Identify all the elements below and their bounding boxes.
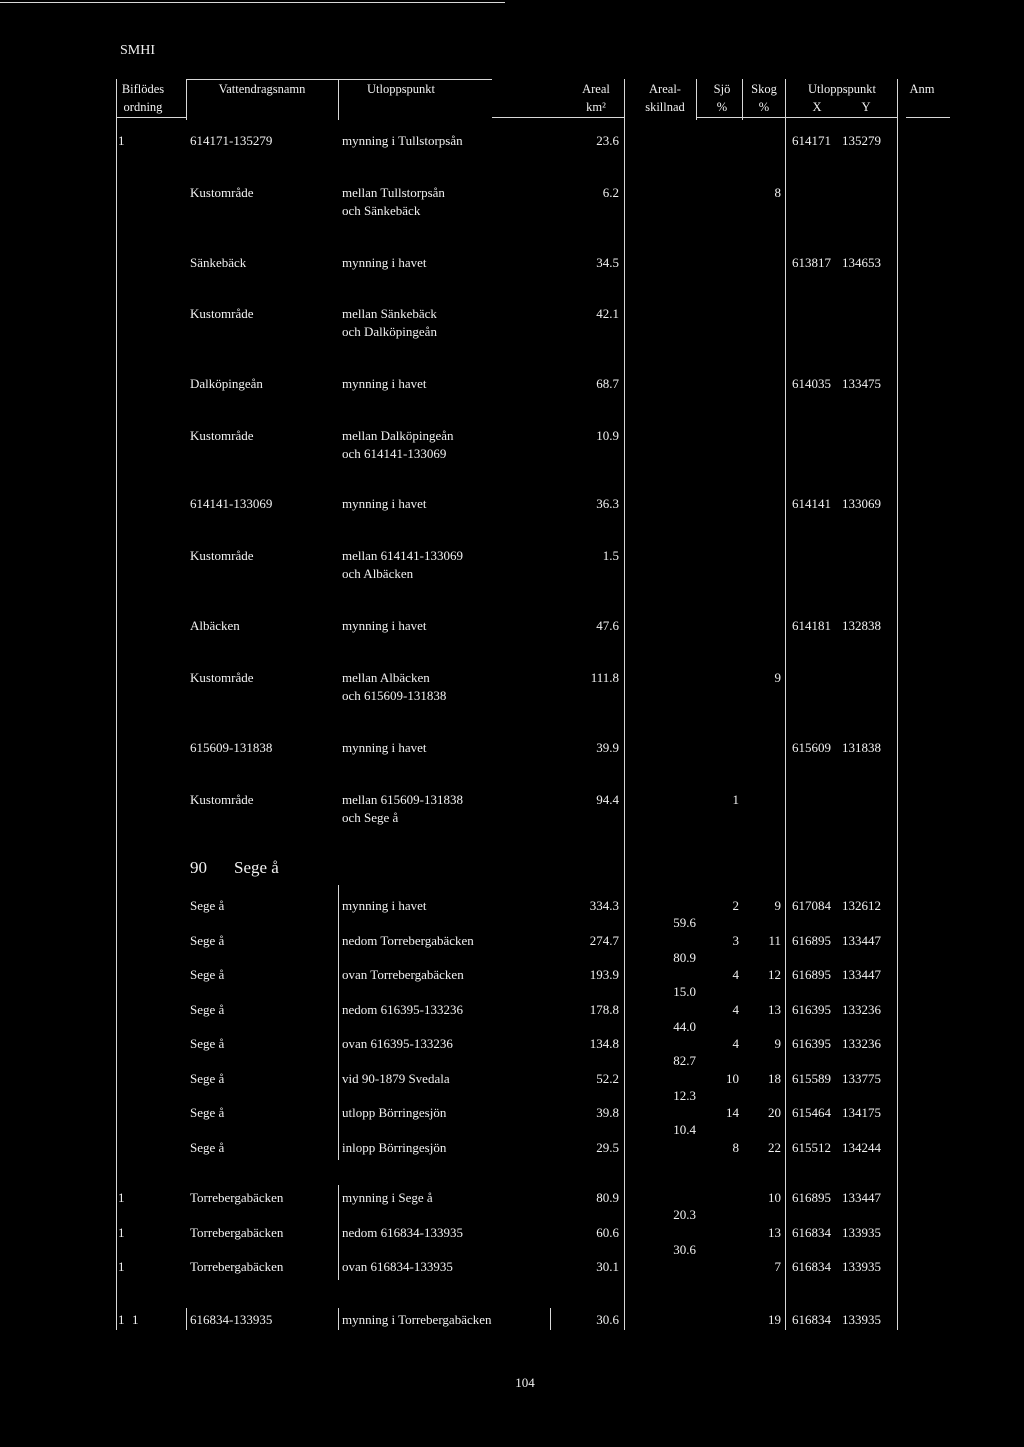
utlopp-cell: utlopp Börringesjön bbox=[342, 1105, 447, 1120]
header-arealskillnad: Areal- bbox=[649, 82, 681, 96]
ordning-cell-2: 1 bbox=[132, 1312, 139, 1327]
areal-cell: 36.3 bbox=[596, 496, 619, 511]
column-rule bbox=[186, 79, 187, 120]
ordning-cell: 1 bbox=[118, 1190, 125, 1205]
x-cell: 617084 bbox=[792, 898, 831, 913]
areal-cell: 111.8 bbox=[590, 670, 619, 685]
areal-cell: 334.3 bbox=[589, 898, 619, 913]
header-rule bbox=[116, 117, 186, 118]
utlopp-cell: ovan 616834-133935 bbox=[342, 1259, 453, 1274]
y-cell: 134653 bbox=[842, 255, 881, 270]
column-rule bbox=[742, 79, 743, 120]
x-cell: 613817 bbox=[792, 255, 831, 270]
arealskillnad-cell: 44.0 bbox=[673, 1018, 696, 1034]
arealskillnad-cell: 30.6 bbox=[673, 1241, 696, 1257]
utlopp-cell: mellan Albäcken bbox=[342, 670, 430, 685]
vattendrag-cell: Kustområde bbox=[190, 792, 254, 807]
sjo-cell: 4 bbox=[732, 1036, 739, 1051]
skog-cell: 22 bbox=[768, 1140, 781, 1155]
column-rule bbox=[897, 79, 898, 1330]
header-rule bbox=[696, 117, 742, 118]
x-cell: 616895 bbox=[792, 1190, 831, 1205]
vattendrag-cell: Torrebergabäcken bbox=[190, 1190, 284, 1205]
header-rule bbox=[338, 79, 492, 80]
vattendrag-cell: Torrebergabäcken bbox=[190, 1259, 284, 1274]
sjo-cell: 14 bbox=[726, 1105, 739, 1120]
utlopp-cell: mellan 614141-133069 bbox=[342, 548, 463, 563]
vattendrag-cell: Sege å bbox=[190, 1071, 225, 1086]
areal-cell: 52.2 bbox=[596, 1071, 619, 1086]
arealskillnad-cell: 15.0 bbox=[673, 984, 696, 999]
column-rule bbox=[696, 79, 697, 120]
x-cell: 616395 bbox=[792, 1036, 831, 1051]
column-rule bbox=[116, 79, 117, 1330]
vattendrag-cell: Albäcken bbox=[190, 618, 240, 633]
sjo-cell: 4 bbox=[732, 967, 739, 982]
utlopp-cell: mynning i Sege å bbox=[342, 1190, 433, 1205]
areal-cell: 274.7 bbox=[589, 933, 619, 948]
x-cell: 615589 bbox=[792, 1071, 831, 1086]
ordning-cell: 1 bbox=[118, 1225, 125, 1240]
org-label: SMHI bbox=[120, 43, 156, 58]
utlopp-cell-2: och 615609-131838 bbox=[342, 688, 447, 703]
header-y: Y bbox=[861, 100, 871, 114]
utlopp-cell: nedom Torrebergabäcken bbox=[342, 933, 474, 948]
areal-cell: 1.5 bbox=[602, 548, 619, 563]
column-rule bbox=[785, 79, 786, 1330]
y-cell: 132838 bbox=[842, 618, 881, 633]
utlopp-cell: nedom 616395-133236 bbox=[342, 1002, 463, 1017]
utlopp-cell-2: och 614141-133069 bbox=[342, 446, 447, 461]
utlopp-cell: mellan Sänkebäck bbox=[342, 306, 437, 321]
areal-cell: 134.8 bbox=[589, 1036, 619, 1051]
vattendrag-cell: Sänkebäck bbox=[190, 255, 247, 270]
areal-cell: 6.2 bbox=[602, 185, 619, 200]
utlopp-cell: mellan Dalköpingeån bbox=[342, 428, 454, 443]
skog-cell: 12 bbox=[768, 967, 781, 982]
utlopp-cell: mynning i havet bbox=[342, 255, 427, 270]
header-rule bbox=[742, 117, 785, 118]
header-rule bbox=[186, 79, 338, 80]
vattendrag-cell: 616834-133935 bbox=[190, 1312, 273, 1327]
sjo-cell: 3 bbox=[732, 933, 739, 948]
header-skog: Skog bbox=[751, 82, 777, 96]
header-rule bbox=[906, 117, 950, 118]
arealskillnad-cell: 82.7 bbox=[673, 1053, 696, 1068]
header-sjo-pct: % bbox=[716, 100, 728, 114]
arealskillnad-cell: 10.4 bbox=[673, 1122, 696, 1137]
header-utlopp: Utloppspunkt bbox=[366, 82, 436, 96]
y-cell: 134244 bbox=[842, 1140, 881, 1155]
column-rule bbox=[338, 1308, 339, 1330]
y-cell: 133775 bbox=[842, 1071, 881, 1086]
arealskillnad-cell: 20.3 bbox=[673, 1207, 696, 1222]
utlopp-cell: mynning i havet bbox=[342, 376, 427, 391]
y-cell: 132612 bbox=[842, 898, 881, 913]
areal-cell: 23.6 bbox=[596, 133, 619, 148]
skog-cell: 11 bbox=[768, 933, 781, 948]
areal-cell: 29.5 bbox=[596, 1140, 619, 1155]
vattendrag-cell: Kustområde bbox=[190, 548, 254, 563]
page-number: 104 bbox=[515, 1375, 535, 1390]
utlopp-cell: mellan 615609-131838 bbox=[342, 792, 463, 807]
header-anm: Anm bbox=[909, 82, 935, 96]
utlopp-cell-2: och Sege å bbox=[342, 810, 399, 825]
areal-cell: 42.1 bbox=[596, 306, 619, 321]
areal-cell: 94.4 bbox=[596, 792, 619, 807]
y-cell: 131838 bbox=[842, 740, 881, 755]
utlopp-cell: ovan Torrebergabäcken bbox=[342, 967, 464, 982]
utlopp-cell: mynning i havet bbox=[342, 898, 427, 913]
header-skog-pct: % bbox=[758, 100, 770, 114]
utlopp-cell-2: och Sänkebäck bbox=[342, 203, 421, 218]
header-rule bbox=[785, 117, 897, 118]
y-cell: 133447 bbox=[842, 933, 881, 948]
skog-cell: 13 bbox=[768, 1002, 781, 1017]
areal-cell: 60.6 bbox=[596, 1225, 619, 1240]
vattendrag-cell: Sege å bbox=[190, 1105, 225, 1120]
x-cell: 616895 bbox=[792, 967, 831, 982]
y-cell: 133236 bbox=[842, 1002, 881, 1017]
vattendrag-cell: 614141-133069 bbox=[190, 496, 273, 511]
header-rule bbox=[0, 2, 505, 3]
x-cell: 615464 bbox=[792, 1105, 831, 1120]
y-cell: 133935 bbox=[842, 1225, 881, 1240]
ordning-cell: 1 bbox=[118, 1312, 125, 1327]
utlopp-cell: mynning i havet bbox=[342, 496, 427, 511]
vattendrag-cell: Sege å bbox=[190, 967, 225, 982]
skog-cell: 13 bbox=[768, 1225, 781, 1240]
skog-cell: 10 bbox=[768, 1190, 781, 1205]
vattendrag-cell: 614171-135279 bbox=[190, 133, 273, 148]
arealskillnad-cell: 12.3 bbox=[673, 1087, 696, 1103]
header-biflodes: Biflödes bbox=[121, 82, 165, 96]
y-cell: 133935 bbox=[842, 1312, 881, 1327]
sjo-cell: 10 bbox=[726, 1071, 739, 1086]
x-cell: 615609 bbox=[792, 740, 831, 755]
vattendrag-cell: Sege å bbox=[190, 898, 225, 913]
areal-cell: 178.8 bbox=[589, 1002, 619, 1017]
areal-cell: 39.8 bbox=[596, 1105, 619, 1120]
section-title: Sege å bbox=[234, 858, 279, 877]
x-cell: 615512 bbox=[792, 1140, 831, 1155]
header-skillnad: skillnad bbox=[645, 100, 685, 114]
utlopp-cell: mynning i Torrebergabäcken bbox=[342, 1312, 492, 1327]
y-cell: 133447 bbox=[842, 1190, 881, 1205]
utlopp-cell: ovan 616395-133236 bbox=[342, 1036, 453, 1051]
sjo-cell: 8 bbox=[732, 1140, 739, 1155]
header-areal: Areal bbox=[582, 82, 610, 96]
vattendrag-cell: Kustområde bbox=[190, 670, 254, 685]
header-vattendrag: Vattendragsnamn bbox=[218, 82, 306, 96]
x-cell: 614035 bbox=[792, 376, 831, 391]
ordning-cell: 1 bbox=[118, 1259, 125, 1274]
skog-cell: 8 bbox=[774, 185, 781, 200]
utlopp-cell: nedom 616834-133935 bbox=[342, 1225, 463, 1240]
sjo-cell: 2 bbox=[732, 898, 739, 913]
x-cell: 616895 bbox=[792, 933, 831, 948]
areal-cell: 30.1 bbox=[596, 1259, 619, 1274]
utlopp-cell-2: och Dalköpingeån bbox=[342, 324, 437, 339]
arealskillnad-cell: 59.6 bbox=[673, 915, 696, 930]
utlopp-cell: vid 90-1879 Svedala bbox=[342, 1071, 450, 1086]
y-cell: 135279 bbox=[842, 133, 881, 148]
areal-cell: 30.6 bbox=[596, 1312, 619, 1327]
y-cell: 133069 bbox=[842, 496, 881, 511]
section-number: 90 bbox=[190, 858, 207, 877]
y-cell: 133475 bbox=[842, 376, 881, 391]
x-cell: 616834 bbox=[792, 1312, 831, 1327]
vattendrag-cell: Dalköpingeån bbox=[190, 376, 263, 391]
column-rule bbox=[338, 1185, 339, 1280]
areal-cell: 34.5 bbox=[596, 255, 619, 270]
x-cell: 616834 bbox=[792, 1259, 831, 1274]
vattendrag-cell: 615609-131838 bbox=[190, 740, 273, 755]
header-km2: km² bbox=[586, 100, 606, 114]
skog-cell: 19 bbox=[768, 1312, 781, 1327]
x-cell: 616395 bbox=[792, 1002, 831, 1017]
areal-cell: 68.7 bbox=[596, 376, 619, 391]
y-cell: 133236 bbox=[842, 1036, 881, 1051]
vattendrag-cell: Sege å bbox=[190, 1140, 225, 1155]
header-x: X bbox=[812, 100, 822, 114]
skog-cell: 20 bbox=[768, 1105, 781, 1120]
skog-cell: 9 bbox=[774, 898, 781, 913]
areal-cell: 193.9 bbox=[589, 967, 619, 982]
x-cell: 614171 bbox=[792, 133, 831, 148]
column-rule bbox=[338, 79, 339, 120]
column-rule bbox=[338, 885, 339, 1160]
skog-cell: 18 bbox=[768, 1071, 781, 1086]
utlopp-cell-2: och Albäcken bbox=[342, 566, 414, 581]
utlopp-cell: mynning i havet bbox=[342, 618, 427, 633]
vattendrag-cell: Sege å bbox=[190, 933, 225, 948]
header-utloppspunkt: Utloppspunkt bbox=[807, 82, 877, 96]
utlopp-cell: mynning i Tullstorpsån bbox=[342, 133, 463, 148]
y-cell: 134175 bbox=[842, 1105, 881, 1120]
vattendrag-cell: Kustområde bbox=[190, 185, 254, 200]
arealskillnad-cell: 80.9 bbox=[673, 949, 696, 965]
x-cell: 614181 bbox=[792, 618, 831, 633]
y-cell: 133935 bbox=[842, 1259, 881, 1274]
header-sjo: Sjö bbox=[713, 82, 731, 96]
vattendrag-cell: Kustområde bbox=[190, 306, 254, 321]
skog-cell: 9 bbox=[774, 670, 781, 685]
y-cell: 133447 bbox=[842, 967, 881, 982]
sjo-cell: 1 bbox=[732, 792, 739, 807]
header-ordning: ordning bbox=[123, 100, 163, 114]
areal-cell: 47.6 bbox=[596, 618, 619, 633]
x-cell: 614141 bbox=[792, 496, 831, 511]
areal-cell: 10.9 bbox=[596, 428, 619, 443]
areal-cell: 39.9 bbox=[596, 740, 619, 755]
sjo-cell: 4 bbox=[732, 1002, 739, 1017]
skog-cell: 9 bbox=[774, 1036, 781, 1051]
areal-cell: 80.9 bbox=[596, 1190, 619, 1205]
skog-cell: 7 bbox=[774, 1259, 781, 1274]
utlopp-cell: mellan Tullstorpsån bbox=[342, 185, 445, 200]
utlopp-cell: inlopp Börringesjön bbox=[342, 1140, 447, 1155]
ordning-cell: 1 bbox=[118, 133, 125, 148]
header-rule bbox=[492, 117, 624, 118]
column-rule bbox=[186, 1308, 187, 1330]
x-cell: 616834 bbox=[792, 1225, 831, 1240]
vattendrag-cell: Kustområde bbox=[190, 428, 254, 443]
utlopp-cell: mynning i havet bbox=[342, 740, 427, 755]
vattendrag-cell: Sege å bbox=[190, 1036, 225, 1051]
vattendrag-cell: Torrebergabäcken bbox=[190, 1225, 284, 1240]
vattendrag-cell: Sege å bbox=[190, 1002, 225, 1017]
